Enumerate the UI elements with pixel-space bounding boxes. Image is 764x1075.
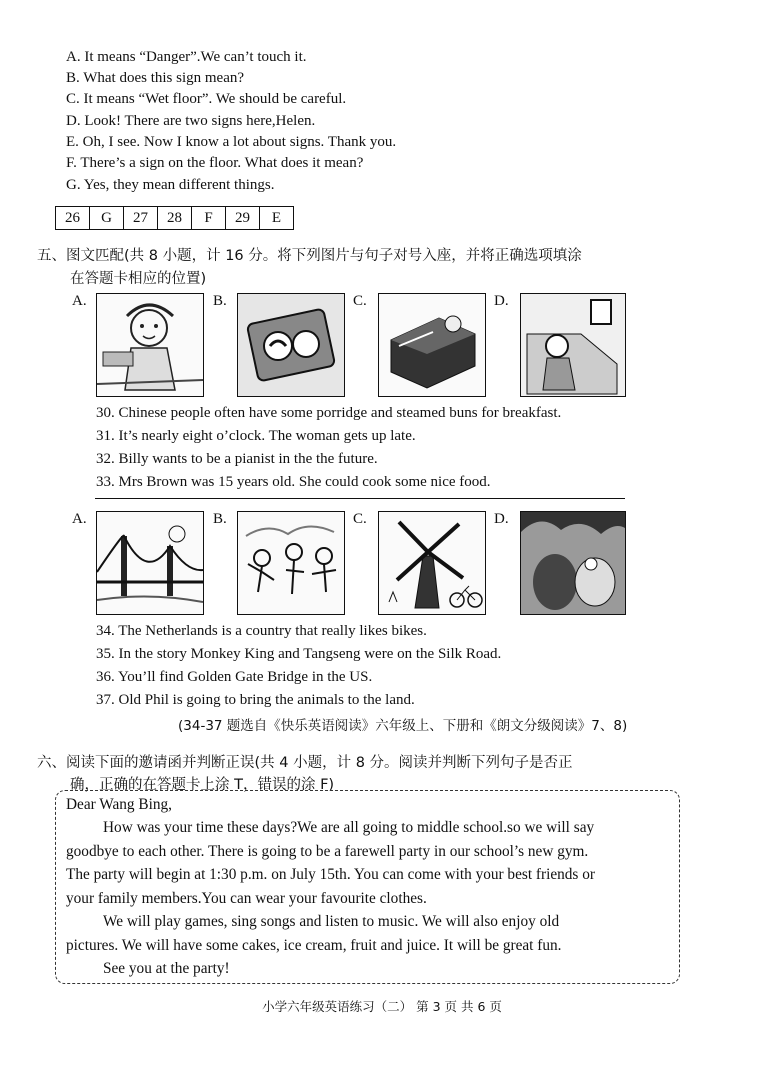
picture-monkey-king-scene — [237, 511, 345, 615]
source-note: (34-37 题选自《快乐英语阅读》六年级上、下册和《朗文分级阅读》7、8) — [178, 718, 628, 734]
letter-paragraph1-line2: goodbye to each other. There is going to be a farewell party in our school’s new gym. — [66, 843, 589, 860]
answer-cell: E — [260, 207, 294, 230]
picture-girl-cooking — [96, 293, 204, 397]
section6-header-cont: 确，正确的在答题卡上涂 T，错误的涂 F) — [70, 777, 335, 793]
picture-ark-animals — [520, 511, 626, 615]
dialogue-option-d: D. Look! There are two signs here,Helen. — [66, 113, 316, 129]
letter-paragraph1-line1: How was your time these days?We are all going to middle school.so we will say — [103, 819, 595, 836]
option-b-label: B. — [213, 293, 227, 309]
sentence-37: 37. Old Phil is going to bring the animals to the land. — [96, 692, 415, 708]
picture-food-plate — [237, 293, 345, 397]
section5-header: 五、图文匹配(共 8 小题，计 16 分。将下列图片与句子对号入座，并将正确选项填涂 — [37, 248, 582, 264]
sentence-32: 32. Billy wants to be a pianist in the the future. — [96, 451, 378, 467]
answer-cell: F — [192, 207, 226, 230]
answer-cell: 28 — [158, 207, 192, 230]
dialogue-option-b: B. What does this sign mean? — [66, 70, 245, 86]
divider — [95, 498, 625, 499]
sentence-36: 36. You’ll find Golden Gate Bridge in the US. — [96, 669, 373, 685]
dialogue-option-c: C. It means “Wet floor”. We should be careful. — [66, 91, 347, 107]
page-footer: 小学六年级英语练习（二） 第 3 页 共 6 页 — [262, 999, 502, 1014]
letter-greeting: Dear Wang Bing, — [66, 796, 172, 813]
option-c-label: C. — [353, 293, 367, 309]
sentence-31: 31. It’s nearly eight o’clock. The woman gets up late. — [96, 428, 416, 444]
dialogue-option-g: G. Yes, they mean different things. — [66, 177, 275, 193]
answer-cell: G — [90, 207, 124, 230]
letter-paragraph1-line3: The party will begin at 1:30 p.m. on July 15th. You can come with your best friends or — [66, 866, 595, 883]
dialogue-option-e: E. Oh, I see. Now I know a lot about signs. Thank you. — [66, 134, 397, 150]
sentence-34: 34. The Netherlands is a country that really likes bikes. — [96, 623, 427, 639]
letter-paragraph2-line1: We will play games, sing songs and listen to music. We will also enjoy old — [103, 913, 560, 930]
letter-paragraph2-line2: pictures. We will have some cakes, ice cream, fruit and juice. It will be great fun. — [66, 937, 562, 954]
picture-golden-gate-bridge — [96, 511, 204, 615]
sentence-35: 35. In the story Monkey King and Tangseng were on the Silk Road. — [96, 646, 502, 662]
answer-cell: 29 — [226, 207, 260, 230]
option-c-label: C. — [353, 511, 367, 527]
picture-woman-in-bed — [520, 293, 626, 397]
dialogue-option-f: F. There’s a sign on the floor. What does it mean? — [66, 155, 364, 171]
option-d-label: D. — [494, 293, 509, 309]
answer-cell: 26 — [56, 207, 90, 230]
sentence-30: 30. Chinese people often have some porridge and steamed buns for breakfast. — [96, 405, 562, 421]
section5-header-cont: 在答题卡相应的位置) — [70, 271, 207, 287]
section6-header: 六、阅读下面的邀请函并判断正误(共 4 小题，计 8 分。阅读并判断下列句子是否正 — [37, 755, 573, 771]
picture-windmill-bike — [378, 511, 486, 615]
option-d-label: D. — [494, 511, 509, 527]
option-b-label: B. — [213, 511, 227, 527]
answer-cell: 27 — [124, 207, 158, 230]
dialogue-option-a: A. It means “Danger”.We can’t touch it. — [66, 49, 307, 65]
letter-paragraph1-line4: your family members.You can wear your favourite clothes. — [66, 890, 427, 907]
picture-piano — [378, 293, 486, 397]
option-a-label: A. — [72, 293, 87, 309]
answer-table — [55, 206, 294, 230]
sentence-33: 33. Mrs Brown was 15 years old. She could cook some nice food. — [96, 474, 491, 490]
option-a-label: A. — [72, 511, 87, 527]
letter-closing: See you at the party! — [103, 960, 230, 977]
